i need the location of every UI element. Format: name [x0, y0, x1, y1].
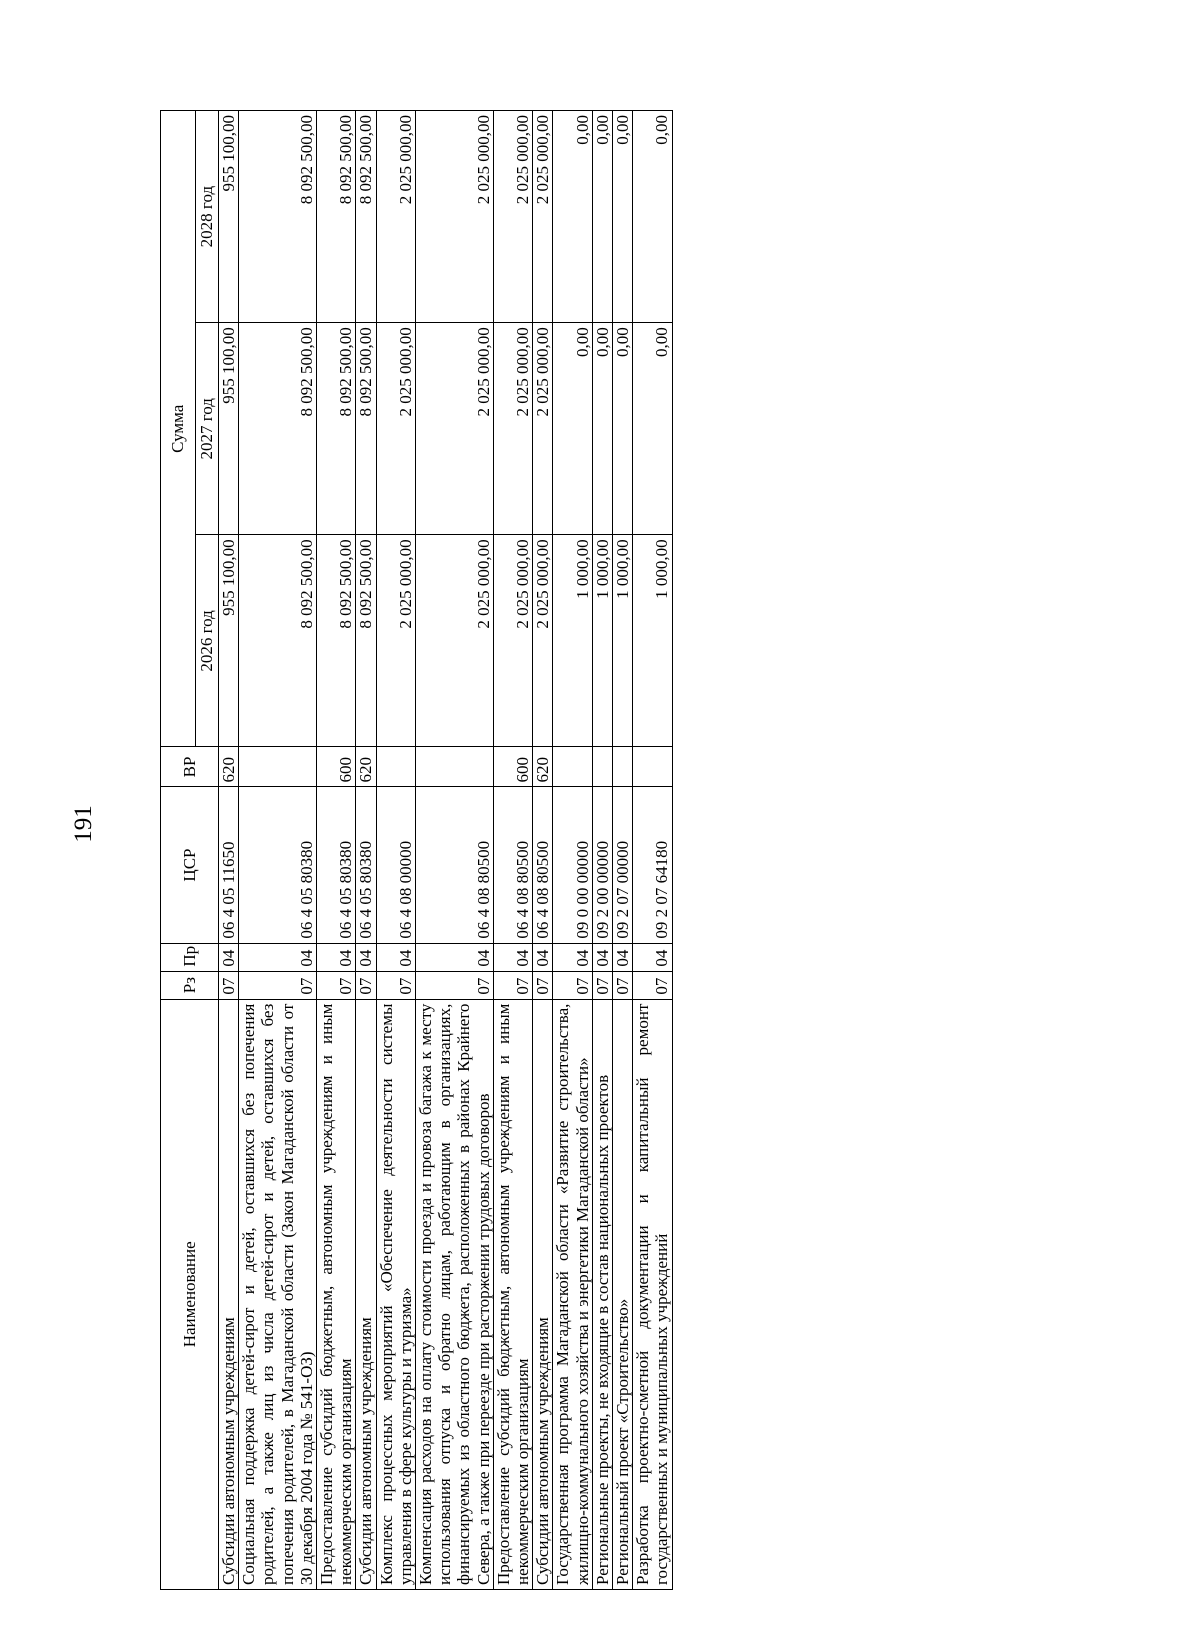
cell-pr: 04	[553, 943, 592, 971]
cell-2026: 955 100,00	[219, 535, 239, 747]
cell-vr	[613, 747, 633, 787]
cell-vr: 620	[219, 747, 239, 787]
cell-2027: 2 025 000,00	[376, 323, 415, 535]
cell-name: Государственная программа Магаданской области «Развитие строительства, жилищно-коммунального хозяйства и энергетики Магаданской области»	[553, 999, 592, 1589]
cell-name: Региональные проекты, не входящие в состав национальных проектов	[592, 999, 612, 1589]
cell-2028: 2 025 000,00	[533, 111, 553, 323]
table-row	[493, 111, 532, 1590]
cell-2027: 0,00	[553, 323, 592, 535]
table-row	[239, 111, 317, 1590]
header-year-2027: 2027 год	[196, 323, 219, 535]
cell-2028: 2 025 000,00	[493, 111, 532, 323]
header-sum: Сумма	[161, 111, 196, 747]
cell-pr: 04	[416, 943, 494, 971]
table-row	[219, 111, 239, 1590]
cell-2028: 0,00	[553, 111, 592, 323]
cell-2027: 0,00	[633, 323, 672, 535]
cell-name: Предоставление субсидий бюджетным, автономным учреждениям и иным некоммерческим организациям	[317, 999, 356, 1589]
cell-2026: 1 000,00	[633, 535, 672, 747]
table-row	[356, 111, 376, 1590]
cell-2027: 0,00	[592, 323, 612, 535]
cell-vr: 620	[533, 747, 553, 787]
cell-pr: 04	[317, 943, 356, 971]
header-rz: Рз	[161, 971, 219, 999]
cell-rz: 07	[533, 971, 553, 999]
cell-2026: 2 025 000,00	[493, 535, 532, 747]
cell-2026: 1 000,00	[613, 535, 633, 747]
cell-csr: 06 4 05 80380	[239, 787, 317, 943]
budget-table	[160, 110, 673, 1590]
cell-2027: 2 025 000,00	[533, 323, 553, 535]
cell-2027: 8 092 500,00	[356, 323, 376, 535]
cell-2028: 955 100,00	[219, 111, 239, 323]
cell-2028: 0,00	[613, 111, 633, 323]
header-pr: Пр	[161, 943, 219, 971]
cell-csr: 06 4 08 80500	[416, 787, 494, 943]
table-row	[553, 111, 592, 1590]
cell-csr: 06 4 05 80380	[317, 787, 356, 943]
cell-2026: 2 025 000,00	[533, 535, 553, 747]
cell-pr: 04	[493, 943, 532, 971]
cell-csr: 06 4 05 11650	[219, 787, 239, 943]
cell-vr	[239, 747, 317, 787]
cell-rz: 07	[493, 971, 532, 999]
cell-pr: 04	[633, 943, 672, 971]
cell-2028: 8 092 500,00	[356, 111, 376, 323]
cell-name: Социальная поддержка детей-сирот и детей, оставшихся без попечения родителей, а также лиц из числа детей-сирот и детей, оставшихся без попечения родителей, в Магаданской области (Закон Магаданской области от 30 декабря 2004 года № 541-ОЗ)	[239, 999, 317, 1589]
cell-pr: 04	[219, 943, 239, 971]
cell-vr	[592, 747, 612, 787]
cell-2026: 1 000,00	[553, 535, 592, 747]
cell-pr: 04	[239, 943, 317, 971]
cell-2027: 8 092 500,00	[239, 323, 317, 535]
table-row	[592, 111, 612, 1590]
cell-vr	[416, 747, 494, 787]
cell-rz: 07	[317, 971, 356, 999]
cell-2028: 2 025 000,00	[416, 111, 494, 323]
cell-2026: 2 025 000,00	[376, 535, 415, 747]
cell-vr: 620	[356, 747, 376, 787]
cell-name: Разработка проектно-сметной документации и капитальный ремонт государственных и муниципальных учреждений	[633, 999, 672, 1589]
cell-2028: 0,00	[592, 111, 612, 323]
cell-rz: 07	[356, 971, 376, 999]
cell-vr: 600	[493, 747, 532, 787]
cell-vr	[633, 747, 672, 787]
cell-2028: 8 092 500,00	[317, 111, 356, 323]
cell-rz: 07	[376, 971, 415, 999]
header-year-2028: 2028 год	[196, 111, 219, 323]
cell-csr: 09 2 07 64180	[633, 787, 672, 943]
cell-2028: 2 025 000,00	[376, 111, 415, 323]
cell-name: Компенсация расходов на оплату стоимости проезда и провоза багажа к месту использования отпуска и обратно лицам, работающим в организациях, финансируемых из областного бюджета, расположенных в районах Крайнего Севера, а также при переезде при расторжении трудовых договоров	[416, 999, 494, 1589]
table-header-row	[161, 111, 196, 1590]
cell-pr: 04	[613, 943, 633, 971]
cell-2026: 2 025 000,00	[416, 535, 494, 747]
cell-2026: 8 092 500,00	[317, 535, 356, 747]
cell-csr: 06 4 08 80500	[493, 787, 532, 943]
table-row	[613, 111, 633, 1590]
cell-2027: 2 025 000,00	[493, 323, 532, 535]
cell-2027: 2 025 000,00	[416, 323, 494, 535]
cell-2028: 8 092 500,00	[239, 111, 317, 323]
cell-csr: 09 2 00 00000	[592, 787, 612, 943]
cell-pr: 04	[356, 943, 376, 971]
header-vr: ВР	[161, 747, 219, 787]
table-row	[317, 111, 356, 1590]
cell-name: Субсидии автономным учреждениям	[356, 999, 376, 1589]
table-row	[633, 111, 672, 1590]
cell-2026: 8 092 500,00	[239, 535, 317, 747]
cell-2027: 955 100,00	[219, 323, 239, 535]
header-name: Наименование	[161, 999, 219, 1589]
cell-csr: 06 4 08 80500	[533, 787, 553, 943]
cell-rz: 07	[553, 971, 592, 999]
cell-vr	[553, 747, 592, 787]
cell-csr: 06 4 05 80380	[356, 787, 376, 943]
cell-name: Предоставление субсидий бюджетным, автономным учреждениям и иным некоммерческим организациям	[493, 999, 532, 1589]
cell-2027: 0,00	[613, 323, 633, 535]
cell-2026: 1 000,00	[592, 535, 612, 747]
cell-name: Субсидии автономным учреждениям	[533, 999, 553, 1589]
cell-csr: 09 2 07 00000	[613, 787, 633, 943]
table-row	[416, 111, 494, 1590]
cell-rz: 07	[633, 971, 672, 999]
cell-rz: 07	[416, 971, 494, 999]
cell-rz: 07	[613, 971, 633, 999]
cell-pr: 04	[533, 943, 553, 971]
cell-name: Региональный проект «Строительство»	[613, 999, 633, 1589]
header-year-2026: 2026 год	[196, 535, 219, 747]
cell-vr: 600	[317, 747, 356, 787]
table-row	[533, 111, 553, 1590]
cell-csr: 09 0 00 00000	[553, 787, 592, 943]
page-number: 191	[70, 805, 97, 843]
cell-csr: 06 4 08 00000	[376, 787, 415, 943]
cell-rz: 07	[592, 971, 612, 999]
cell-2026: 8 092 500,00	[356, 535, 376, 747]
header-csr: ЦСР	[161, 787, 219, 943]
cell-vr	[376, 747, 415, 787]
cell-name: Субсидии автономным учреждениям	[219, 999, 239, 1589]
table-body	[219, 111, 673, 1590]
cell-rz: 07	[219, 971, 239, 999]
rotated-table-container	[160, 110, 1060, 1590]
table-row	[376, 111, 415, 1590]
cell-2028: 0,00	[633, 111, 672, 323]
cell-pr: 04	[376, 943, 415, 971]
cell-pr: 04	[592, 943, 612, 971]
cell-name: Комплекс процессных мероприятий «Обеспечение деятельности системы управления в сфере культуры и туризма»	[376, 999, 415, 1589]
cell-2027: 8 092 500,00	[317, 323, 356, 535]
cell-rz: 07	[239, 971, 317, 999]
